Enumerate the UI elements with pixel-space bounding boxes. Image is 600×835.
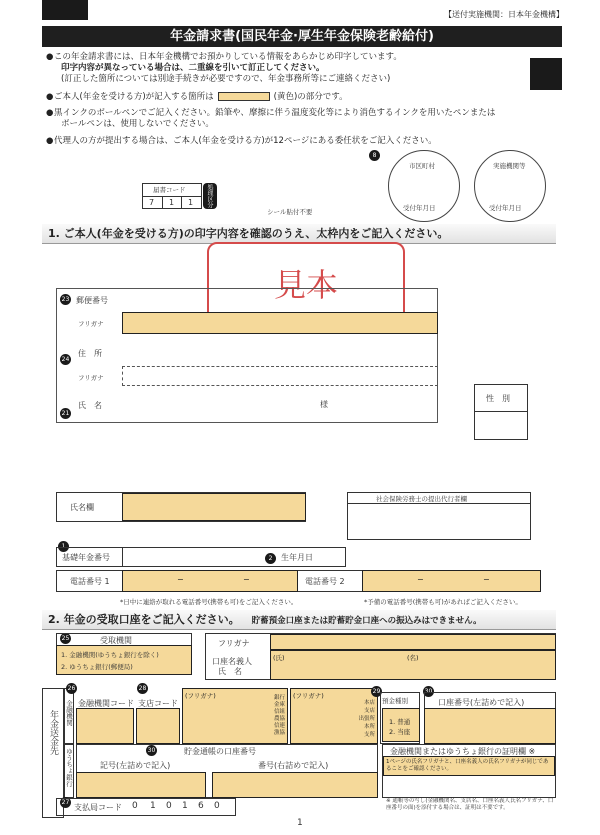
signature-input[interactable] [122, 493, 306, 521]
holder-furigana-input[interactable] [270, 634, 556, 650]
tel2-label: 電話番号 2 [305, 577, 345, 586]
postal-label: 郵便番号 [76, 296, 108, 305]
todoke-code-box: 届書コード 7 1 1 [142, 183, 202, 209]
branch-types: 本店 支店 出張所 本所 支所 [358, 700, 375, 738]
section1-heading: 1. ご本人(年金を受ける方)の印字内容を確認のうえ、太枠内をご記入ください。 [42, 224, 556, 244]
furigana-label: フリガナ [78, 320, 104, 328]
todoke-side-tab: 処理区分 [203, 183, 217, 209]
tel-note-1: *日中に連絡が取れる電話番号(携帯も可)をご記入ください。 [120, 598, 298, 606]
pay-digit-2: 1 [150, 801, 156, 811]
bank-code-label: 金融機関コード [78, 699, 134, 708]
tel-note-2: *予備の電話番号(携帯も可)があればご記入ください。 [364, 598, 522, 606]
sama-label: 様 [320, 400, 328, 409]
note-3: ●黒インクのボールペンでご記入ください。鉛筆や、摩擦に伴う温度変化等により消色するインクを用いたペンまたは [46, 108, 496, 118]
branch-code-label: 支店コード [138, 699, 178, 708]
agency-stamp-circle: 実施機関等 受付年月日 [474, 150, 546, 222]
remittance-side-label: 年金送金先 [48, 710, 58, 755]
stamp-number: 8 [369, 150, 380, 161]
note-1b: 印字内容が異なっている場合は、二重線を引いて訂正してください。 [61, 63, 325, 73]
tel1-input[interactable]: − − [122, 570, 298, 592]
holder-name-input[interactable]: (氏) (名) [270, 650, 556, 680]
sample-watermark: 見本 [207, 242, 405, 326]
tel2-input[interactable]: − − [362, 570, 541, 592]
address-furigana-field[interactable] [122, 366, 438, 386]
kigo-label: 記号(左詰めで記入) [100, 761, 171, 770]
note-4: ●代理人の方が提出する場合は、ご本人(年金を受ける方)が12ページにある委任状をご記入ください。 [46, 136, 437, 146]
pay-digit-5: 6 [198, 801, 204, 811]
passbook-label: 貯金通帳の口座番号 [184, 747, 256, 756]
furigana-input[interactable] [122, 312, 438, 334]
bango-label: 番号(右詰めで記入) [258, 761, 329, 770]
bank-types: 銀行 金庫 信組 農協 信連 漁協 [273, 695, 285, 736]
kigo-input[interactable] [76, 772, 206, 798]
page-title: 年金請求書(国民年金·厚生年金保険老齢給付) [42, 26, 562, 47]
branch-code-input[interactable] [136, 708, 180, 744]
note-2: ●ご本人(年金を受ける方)が記入する箇所は (黄色)の部分です。 [46, 92, 348, 102]
city-stamp-circle: 市区町村 受付年月日 [388, 150, 460, 222]
holder-furigana-label: フリガナ [218, 639, 250, 648]
signature-label: 氏名欄 [70, 503, 94, 512]
pension-number-label: 基礎年金番号 [62, 553, 110, 562]
section2-heading: 2. 年金の受取口座をご記入ください。 貯蓄預金口座または貯蓄貯金口座への振込みはできません。 [42, 610, 556, 630]
certification-label: 金融機関またはゆうちょ銀行の証明欄 ※ [390, 747, 536, 756]
pay-digit-1: 0 [132, 801, 138, 811]
page-number: 1 [297, 818, 303, 828]
pay-digit-6: 0 [214, 801, 220, 811]
note-1c: (訂正した箇所については別途手続きが必要ですので、年金事務所等にご連絡ください) [61, 74, 391, 84]
deposit-type-input[interactable]: 1. 普通 2. 当座 [382, 708, 420, 742]
personal-info-frame [56, 288, 438, 423]
agent-label: 社会保険労務士の提出代行者欄 [376, 495, 467, 503]
bango-input[interactable] [212, 772, 378, 798]
receiver-options[interactable]: 1. 金融機関(ゆうちょ銀行を除く) 2. ゆうちょ銀行(郵便局) [56, 645, 192, 675]
pay-digit-3: 0 [166, 801, 172, 811]
branch-name-input[interactable]: (フリガナ) 本店 支店 出張所 本所 支所 [290, 688, 378, 744]
certification-note: 1ページの氏名フリガナと、口座名義人の氏名フリガナが同じであることをご確認ください。 [383, 756, 555, 776]
pay-digit-4: 1 [182, 801, 188, 811]
account-number-label: 口座番号(左詰めで記入) [438, 698, 525, 707]
holder-label: 口座名義人 [212, 657, 252, 666]
birthdate-label: 生年月日 [281, 553, 313, 562]
footnote: ※ 通帳等の写し(金融機関名、支店名、口座名義人氏名フリガナ、口座番号の面)を添付する場合は、証明は不要です。 [386, 798, 554, 811]
note-1: ●この年金請求書には、日本年金機構でお預かりしている情報をあらかじめ印字しています。 [46, 52, 402, 62]
account-number-input[interactable] [424, 708, 556, 744]
note-3b: ボールペンは、使用しないでください。 [61, 119, 214, 129]
name-label: 氏 名 [78, 401, 102, 410]
gender-label: 性 別 [486, 394, 510, 403]
sender-agency: 【送付実施機関：日本年金機構】 [444, 10, 564, 19]
receiver-label: 受取機関 [100, 636, 132, 645]
address-label: 住 所 [78, 349, 102, 358]
bank-code-input[interactable] [76, 708, 134, 744]
corner-tab-left [42, 0, 88, 20]
tel1-label: 電話番号 1 [70, 577, 110, 586]
corner-tab-right [530, 58, 562, 90]
bank-name-input[interactable]: (フリガナ) 銀行 金庫 信組 農協 信連 漁協 [182, 688, 288, 744]
deposit-label: 預金種別 [382, 697, 408, 705]
pay-office-label: 支払局コード [74, 803, 122, 812]
seal-note: シール貼付不要 [267, 208, 313, 216]
